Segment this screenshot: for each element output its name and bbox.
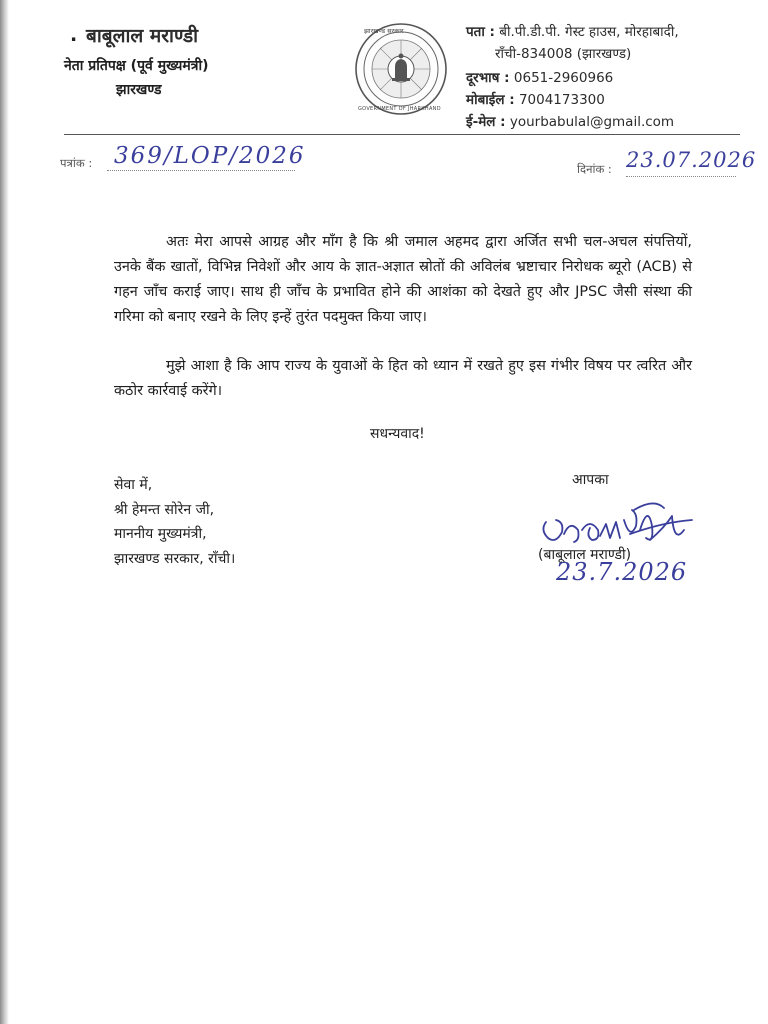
date-handwritten: 23.07.2026 (626, 148, 757, 172)
mobile-line (466, 90, 605, 108)
signatory-name: (बाबूलाल मराण्डी) (538, 547, 632, 563)
recipient-line-3: माननीय मुख्यमंत्री, (114, 526, 207, 542)
address-value-1: बी.पी.डी.पी. गेस्ट हाउस, मोरहाबादी, (499, 24, 679, 40)
signature-scribble (534, 500, 734, 610)
recipient-line-1: सेवा में, (114, 477, 153, 493)
date-label: दिनांक : (577, 162, 612, 176)
jharkhand-emblem-seal (354, 22, 448, 116)
address-line-1 (466, 22, 679, 40)
ref-dotted-line (107, 170, 295, 171)
scan-edge-shadow (0, 0, 9, 1024)
sender-designation: नेता प्रतिपक्ष (पूर्व मुख्यमंत्री) (64, 58, 209, 74)
header-divider (64, 134, 740, 135)
name-bullet: . (70, 24, 78, 46)
email-line (466, 112, 674, 130)
sender-name: बाबूलाल मराण्डी (86, 25, 199, 47)
sender-state: झारखण्ड (116, 82, 162, 98)
address-label: पता : (466, 24, 495, 40)
date-dotted-line (626, 176, 736, 177)
closing-yours: आपका (572, 472, 609, 488)
ref-label: पत्रांक : (60, 156, 93, 170)
mobile-label: मोबाईल : (466, 92, 515, 108)
recipient-block (114, 473, 235, 571)
phone-label: दूरभाष : (466, 70, 510, 86)
emblem-caption: GOVERNMENT OF JHARKHAND (358, 106, 441, 112)
address-line-2: राँची-834008 (झारखण्ड) (495, 46, 632, 62)
ref-number-handwritten: 369/LOP/2026 (114, 143, 306, 169)
thanks-line: सधन्यवाद! (370, 426, 425, 442)
phone-number: 0651-2960966 (513, 70, 614, 86)
recipient-line-4: झारखण्ड सरकार, राँची। (114, 550, 236, 567)
body-paragraph-2: मुझे आशा है कि आप राज्य के युवाओं के हित को ध्यान में रखते हुए इस गंभीर विषय पर त्वरित और कठोर कार्रवाई करेंगे। (114, 358, 692, 399)
email-label: ई-मेल : (466, 114, 506, 130)
mobile-number: 7004173300 (518, 92, 605, 108)
phone-line (466, 68, 613, 86)
recipient-line-2: श्री हेमन्त सोरेन जी, (114, 501, 215, 518)
signature-date-handwritten: 23.7.2026 (556, 558, 688, 586)
email-address: yourbabulal@gmail.com (509, 114, 675, 130)
emblem-top-text: झारखण्ड सरकार (364, 27, 404, 35)
body-paragraph-1: अतः मेरा आपसे आग्रह और माँग है कि श्री जमाल अहमद द्वारा अर्जित सभी चल-अचल संपत्तियों, उनके बैंक खातों, विभिन्न निवेशों और आय के ज्ञात-अज्ञात स्रोतों की अविलंब भ्रष्टाचार निरोधक ब्यूरो (ACB) से गहन जाँच कराई जाए। साथ ही जाँच के प्रभावित होने की आशंका को देखते हुए और JPSC जैसी संस्था की गरिमा को बनाए रखने के लिए इन्हें तुरंत पदमुक्त किया जाए। (114, 234, 692, 325)
